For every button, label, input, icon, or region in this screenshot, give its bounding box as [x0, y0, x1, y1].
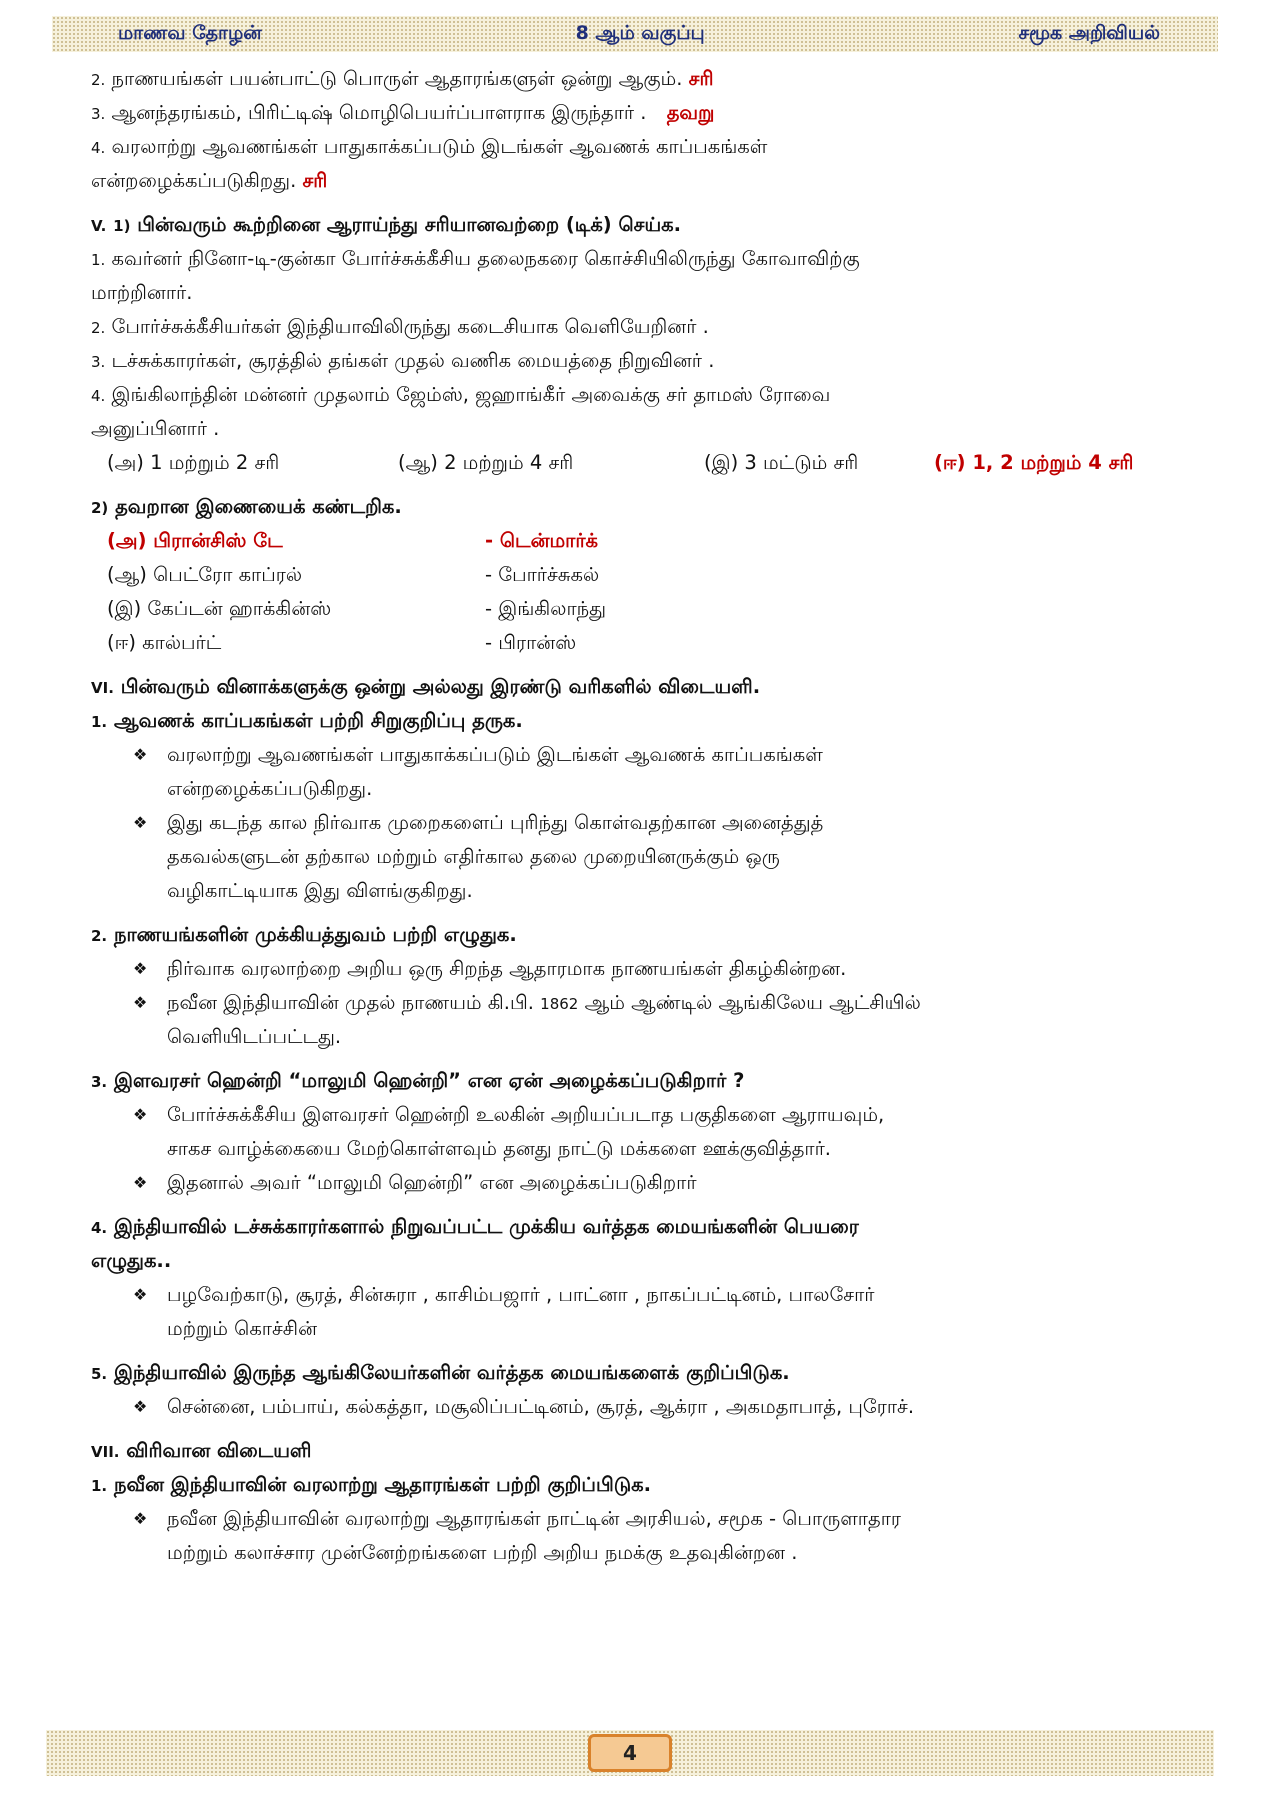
answer-label: சரி: [302, 169, 328, 192]
question-heading-continued: எழுதுக..: [91, 1249, 172, 1272]
answer-label: சரி: [688, 67, 714, 90]
bullet-diamond-icon: ❖: [133, 1397, 148, 1416]
statement: 1. கவர்னர் நினோ-டி-குன்கா போர்ச்சுக்கீசிய தலைநகரை கொச்சியிலிருந்து கோவாவிற்கு: [91, 247, 860, 270]
statement-continued: மாற்றினார்.: [91, 281, 193, 304]
tf-item: 3. ஆனந்தரங்கம், பிரிட்டிஷ் மொழிபெயர்ப்பாளராக இருந்தார் . தவறு: [91, 101, 715, 124]
section-vii-heading: VII. விரிவான விடையளி: [91, 1439, 312, 1462]
bullet-item: ❖ இது கடந்த கால நிர்வாக முறைகளைப் புரிந்து கொள்வதற்கான அனைத்துத்: [91, 806, 1191, 840]
bullet-continued: வெளியிடப்பட்டது.: [167, 1025, 342, 1048]
bullet-diamond-icon: ❖: [133, 959, 148, 978]
bullet-diamond-icon: ❖: [133, 1509, 148, 1528]
bullet-item: ❖ நவீன இந்தியாவின் முதல் நாணயம் கி.பி. 1862 ஆம் ஆண்டில் ஆங்கிலேய ஆட்சியில்: [91, 986, 1191, 1020]
pair-row-correct: (அ) பிரான்சிஸ் டே - டென்மார்க்: [107, 529, 599, 552]
bullet-item: ❖ இதனால் அவர் “மாலுமி ஹென்றி” என அழைக்கப்படுகிறார்: [91, 1166, 1191, 1200]
section-vi-heading: VI. பின்வரும் வினாக்களுக்கு ஒன்று அல்லது இரண்டு வரிகளில் விடையளி.: [91, 675, 761, 698]
question-heading: 4. இந்தியாவில் டச்சுக்காரர்களால் நிறுவப்பட்ட முக்கிய வர்த்தக மையங்களின் பெயரை: [91, 1215, 859, 1238]
tf-item-continued: என்றழைக்கப்படுகிறது. சரி: [91, 169, 328, 192]
option-d-correct: (ஈ) 1, 2 மற்றும் 4 சரி: [934, 451, 1134, 474]
statement: 4. இங்கிலாந்தின் மன்னர் முதலாம் ஜேம்ஸ், ஜஹாங்கீர் அவைக்கு சர் தாமஸ் ரோவை: [91, 383, 831, 406]
pair-row: (இ) கேப்டன் ஹாக்கின்ஸ் - இங்கிலாந்து: [107, 597, 607, 620]
statement-continued: அனுப்பினார் .: [91, 417, 220, 440]
bullet-continued: மற்றும் கொச்சின்: [167, 1317, 317, 1340]
header-subject: சமூக அறிவியல்: [1018, 21, 1160, 44]
question-heading: 1. ஆவணக் காப்பகங்கள் பற்றி சிறுகுறிப்பு தருக.: [91, 709, 523, 732]
bullet-item: ❖ சென்னை, பம்பாய், கல்கத்தா, மசூலிப்பட்டினம், சூரத், ஆக்ரா , அகமதாபாத், புரோச்.: [91, 1390, 1191, 1424]
bullet-diamond-icon: ❖: [133, 1173, 148, 1192]
answer-label: தவறு: [666, 101, 715, 124]
bullet-item: ❖ நவீன இந்தியாவின் வரலாற்று ஆதாரங்கள் நாட்டின் அரசியல், சமூக - பொருளாதார: [91, 1502, 1191, 1536]
header-book-title: மாணவ தோழன்: [118, 21, 262, 44]
bullet-continued: வழிகாட்டியாக இது விளங்குகிறது.: [167, 879, 473, 902]
option-b: (ஆ) 2 மற்றும் 4 சரி: [398, 451, 574, 474]
option-c: (இ) 3 மட்டும் சரி: [704, 451, 859, 474]
bullet-item: ❖ பழவேற்காடு, சூரத், சின்சுரா , காசிம்பஜார் , பாட்னா , நாகப்பட்டினம், பாலசோர்: [91, 1278, 1191, 1312]
bullet-continued: மற்றும் கலாச்சார முன்னேற்றங்களை பற்றி அறிய நமக்கு உதவுகின்றன .: [167, 1541, 798, 1564]
statement: 3. டச்சுக்காரர்கள், சூரத்தில் தங்கள் முதல் வணிக மையத்தை நிறுவினர் .: [91, 349, 715, 372]
bullet-diamond-icon: ❖: [133, 745, 148, 764]
header-class: 8 ஆம் வகுப்பு: [575, 21, 705, 44]
tf-item: 2. நாணயங்கள் பயன்பாட்டு பொருள் ஆதாரங்களுள் ஒன்று ஆகும். சரி: [91, 67, 714, 90]
pair-row: (ஆ) பெட்ரோ காப்ரல் - போர்ச்சுகல்: [107, 563, 600, 586]
bullet-continued: என்றழைக்கப்படுகிறது.: [167, 777, 373, 800]
bullet-diamond-icon: ❖: [133, 993, 148, 1012]
bullet-diamond-icon: ❖: [133, 1285, 148, 1304]
bullet-item: ❖ போர்ச்சுக்கீசிய இளவரசர் ஹென்றி உலகின் அறியப்படாத பகுதிகளை ஆராயவும்,: [91, 1098, 1191, 1132]
question-heading: 5. இந்தியாவில் இருந்த ஆங்கிலேயர்களின் வர்த்தக மையங்களைக் குறிப்பிடுக.: [91, 1361, 790, 1384]
pair-row: (ஈ) கால்பர்ட் - பிரான்ஸ்: [107, 631, 577, 654]
answer-options: [91, 446, 1191, 480]
tf-item: 4. வரலாற்று ஆவணங்கள் பாதுகாக்கப்படும் இடங்கள் ஆவணக் காப்பகங்கள்: [91, 135, 768, 158]
bullet-continued: தகவல்களுடன் தற்கால மற்றும் எதிர்கால தலை முறையினருக்கும் ஒரு: [167, 845, 780, 868]
bullet-continued: சாகச வாழ்க்கையை மேற்கொள்ளவும் தனது நாட்டு மக்களை ஊக்குவித்தார்.: [167, 1137, 831, 1160]
question-heading: 2. நாணயங்களின் முக்கியத்துவம் பற்றி எழுதுக.: [91, 923, 517, 946]
bullet-item: ❖ வரலாற்று ஆவணங்கள் பாதுகாக்கப்படும் இடங்கள் ஆவணக் காப்பகங்கள்: [91, 738, 1191, 772]
section-v-q2-heading: 2) தவறான இணையைக் கண்டறிக.: [91, 495, 402, 518]
section-v-q1-heading: V. 1) பின்வரும் கூற்றினை ஆராய்ந்து சரியானவற்றை (டிக்) செய்க.: [91, 213, 682, 236]
statement: 2. போர்ச்சுக்கீசியர்கள் இந்தியாவிலிருந்து கடைசியாக வெளியேறினர் .: [91, 315, 709, 338]
page-header: [52, 16, 1218, 52]
question-heading: 1. நவீன இந்தியாவின் வரலாற்று ஆதாரங்கள் பற்றி குறிப்பிடுக.: [91, 1473, 652, 1496]
bullet-diamond-icon: ❖: [133, 1105, 148, 1124]
bullet-item: ❖ நிர்வாக வரலாற்றை அறிய ஒரு சிறந்த ஆதாரமாக நாணயங்கள் திகழ்கின்றன.: [91, 952, 1191, 986]
page-number: 4: [588, 1734, 672, 1772]
page-content: [91, 62, 1191, 1570]
question-heading: 3. இளவரசர் ஹென்றி “மாலுமி ஹென்றி” என ஏன் அழைக்கப்படுகிறார் ?: [91, 1069, 745, 1092]
option-a: (அ) 1 மற்றும் 2 சரி: [107, 451, 280, 474]
bullet-diamond-icon: ❖: [133, 813, 148, 832]
